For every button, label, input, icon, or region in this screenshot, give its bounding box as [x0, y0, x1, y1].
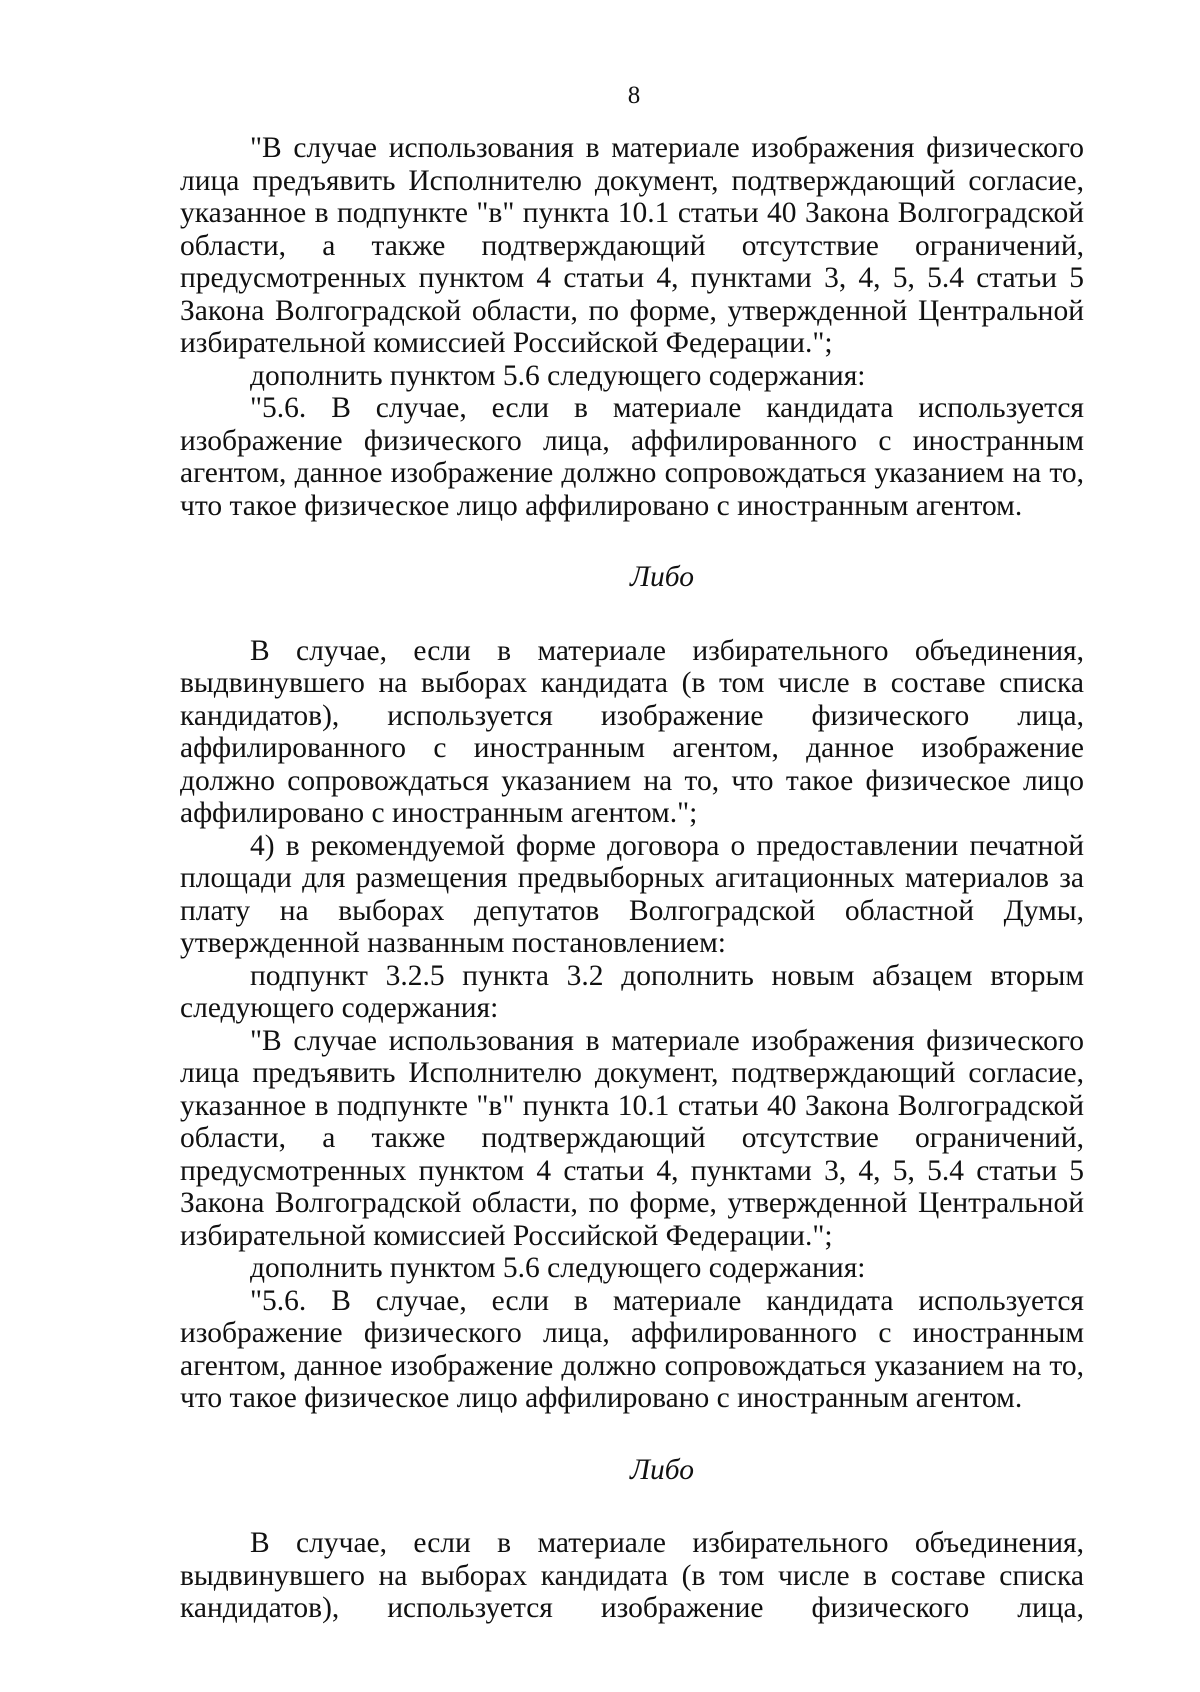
heading-either-2: Либо: [630, 1453, 694, 1486]
document-body: [180, 132, 1084, 1625]
paragraph-subclause-3-2-5: подпункт 3.2.5 пункта 3.2 дополнить новым абзацем вторым следующего содержания:: [180, 959, 1084, 1024]
paragraph-5-6-candidate-1: "5.6. В случае, если в материале кандидата используется изображение физического лица, аффилированного с иностранным агентом, данное изображение должно сопровождаться указанием на то, что такое физическое лицо аффилировано с иностранным агентом.: [180, 392, 1084, 522]
heading-either-1: Либо: [630, 561, 694, 593]
paragraph-electoral-association-2: В случае, если в материале избирательного объединения, выдвинувшего на выборах кандидата (в том числе в составе списка кандидатов), используется изображение физического лица,: [180, 1527, 1084, 1624]
paragraph-quote-consent-1: "В случае использования в материале изображения физического лица предъявить Исполнителю документ, подтверждающий согласие, указанное в подпункте "в" пункта 10.1 статьи 40 Закона Волгоградской области, а также подтверждающий отсутствие ограничений, предусмотренных пунктом 4 статьи 4, пунктами 3, 4, 5, 5.4 статьи 5 Закона Волгоградской области, по форме, утвержденной Центральной избирательной комиссией Российской Федерации.";: [180, 132, 1084, 359]
paragraph-electoral-association-1: В случае, если в материале избирательного объединения, выдвинувшего на выборах кандидата (в том числе в составе списка кандидатов), используется изображение физического лица, аффилированного с иностранным агентом, данное изображение должно сопровождаться указанием на то, что такое физическое лицо аффилировано с иностранным агентом.";: [180, 634, 1084, 829]
paragraph-supplement-5-6-2: дополнить пунктом 5.6 следующего содержания:: [250, 1252, 866, 1284]
paragraph-supplement-5-6-1: дополнить пунктом 5.6 следующего содержания:: [250, 359, 866, 392]
paragraph-quote-consent-2: "В случае использования в материале изображения физического лица предъявить Исполнителю документ, подтверждающий согласие, указанное в подпункте "в" пункта 10.1 статьи 40 Закона Волгоградской области, а также подтверждающий отсутствие ограничений, предусмотренных пунктом 4 статьи 4, пунктами 3, 4, 5, 5.4 статьи 5 Закона Волгоградской области, по форме, утвержденной Центральной избирательной комиссией Российской Федерации.";: [180, 1024, 1084, 1252]
paragraph-5-6-candidate-2: "5.6. В случае, если в материале кандидата используется изображение физического лица, аффилированного с иностранным агентом, данное изображение должно сопровождаться указанием на то, что такое физическое лицо аффилировано с иностранным агентом.: [180, 1284, 1084, 1414]
page-number: 8: [627, 82, 641, 109]
paragraph-item-4-contract: 4) в рекомендуемой форме договора о предоставлении печатной площади для размещения предвыборных агитационных материалов за плату на выборах депутатов Волгоградской областной Думы, утвержденной названным постановлением:: [180, 829, 1084, 959]
